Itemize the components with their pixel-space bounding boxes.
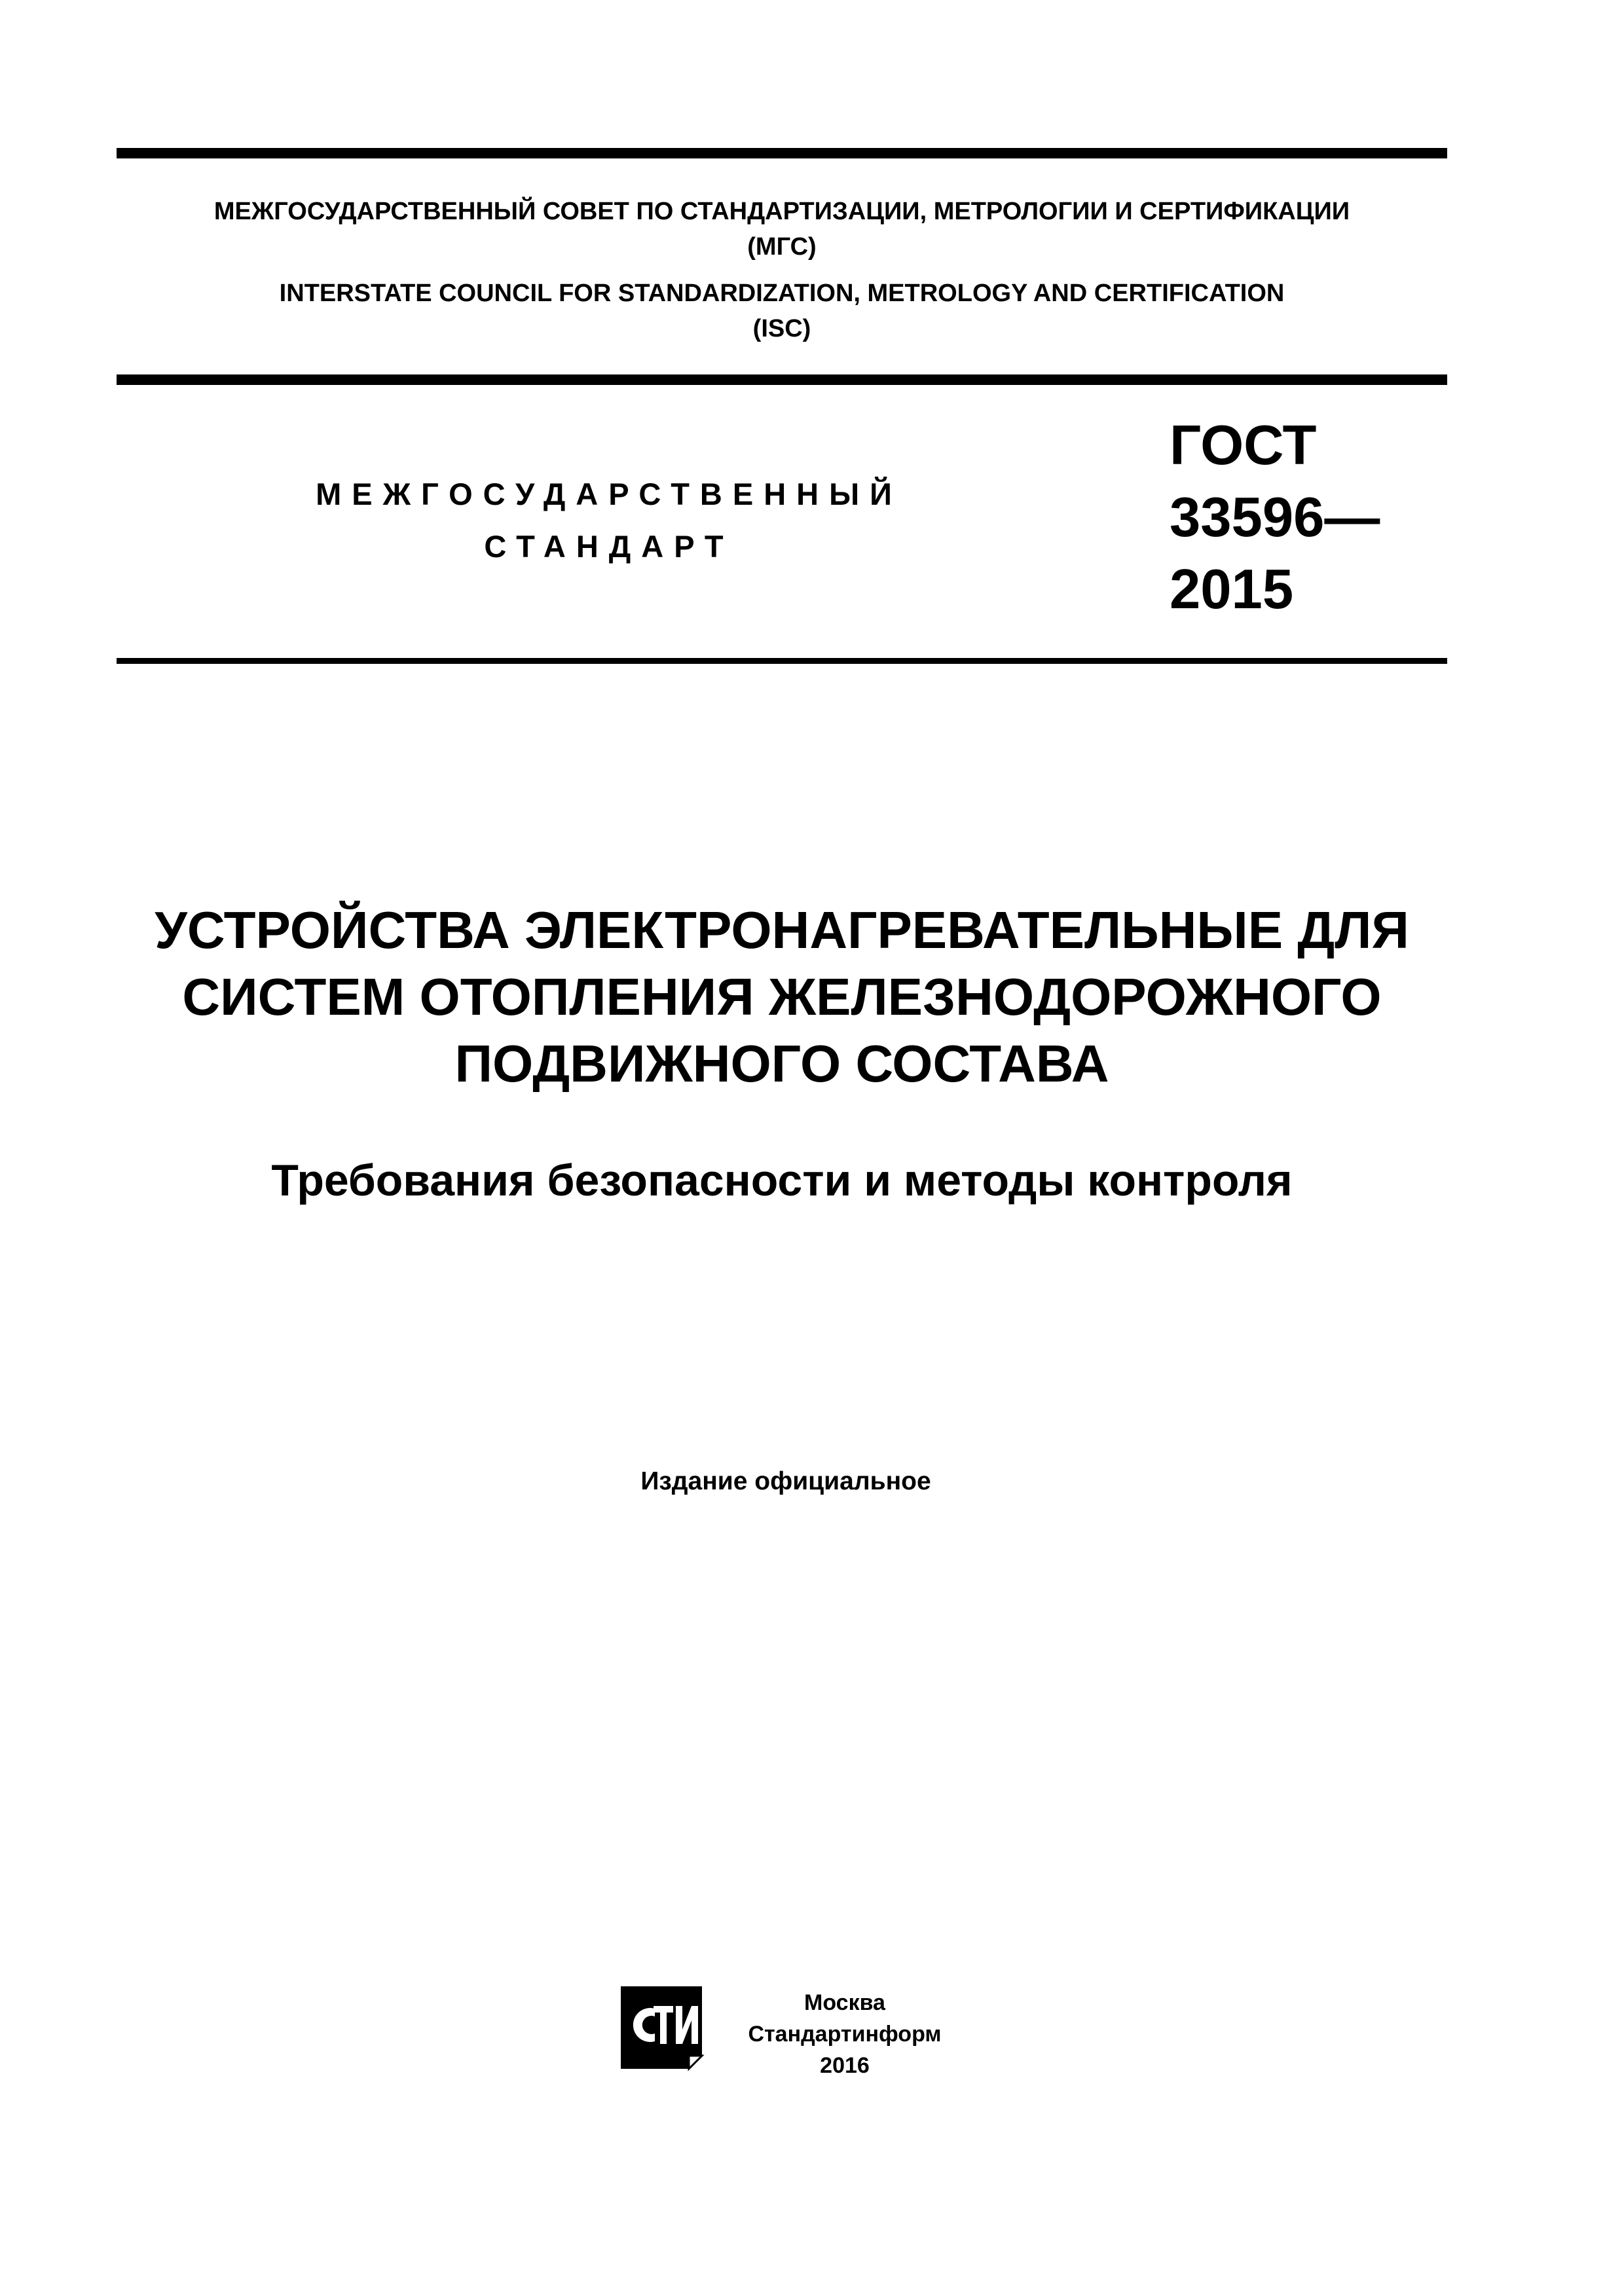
document-subtitle: Требования безопасности и методы контроля [271, 1156, 1293, 1205]
council-ru-name: МЕЖГОСУДАРСТВЕННЫЙ СОВЕТ ПО СТАНДАРТИЗАЦИИ, МЕТРОЛОГИИ И СЕРТИФИКАЦИИ [213, 198, 1350, 225]
gost-year: 2015 [1170, 558, 1294, 621]
council-ru-abbr: (МГС) [747, 233, 817, 261]
council-en-abbr: (ISC) [752, 315, 811, 342]
standard-kind [275, 468, 943, 573]
standartinform-logo-icon [616, 1984, 707, 2072]
publisher-year: 2016 [820, 2053, 870, 2078]
title-line-1: УСТРОЙСТВА ЭЛЕКТРОНАГРЕВАТЕЛЬНЫЕ ДЛЯ [155, 901, 1409, 959]
edition-label: Издание официальное [640, 1467, 931, 1495]
publisher-name: Стандартинформ [748, 2022, 942, 2047]
council-en-block [117, 276, 1447, 346]
council-en-name: INTERSTATE COUNCIL FOR STANDARDIZATION, METROLOGY AND CERTIFICATION [279, 280, 1285, 307]
document-title [98, 897, 1466, 1097]
standard-kind-line2: СТАНДАРТ [484, 529, 734, 564]
council-ru-block [117, 194, 1447, 264]
gost-designation [1170, 410, 1431, 626]
title-line-3: ПОДВИЖНОГО СОСТАВА [454, 1034, 1109, 1093]
gost-number: 33596— [1170, 486, 1380, 549]
header-bottom-divider [117, 658, 1447, 664]
publisher-block [720, 1987, 969, 2081]
title-line-2: СИСТЕМ ОТОПЛЕНИЯ ЖЕЛЕЗНОДОРОЖНОГО [182, 968, 1382, 1026]
standard-kind-line1: МЕЖГОСУДАРСТВЕННЫЙ [316, 477, 902, 511]
publisher-city: Москва [804, 1990, 885, 2015]
top-divider [117, 148, 1447, 158]
gost-prefix: ГОСТ [1170, 414, 1317, 477]
council-divider [117, 374, 1447, 385]
